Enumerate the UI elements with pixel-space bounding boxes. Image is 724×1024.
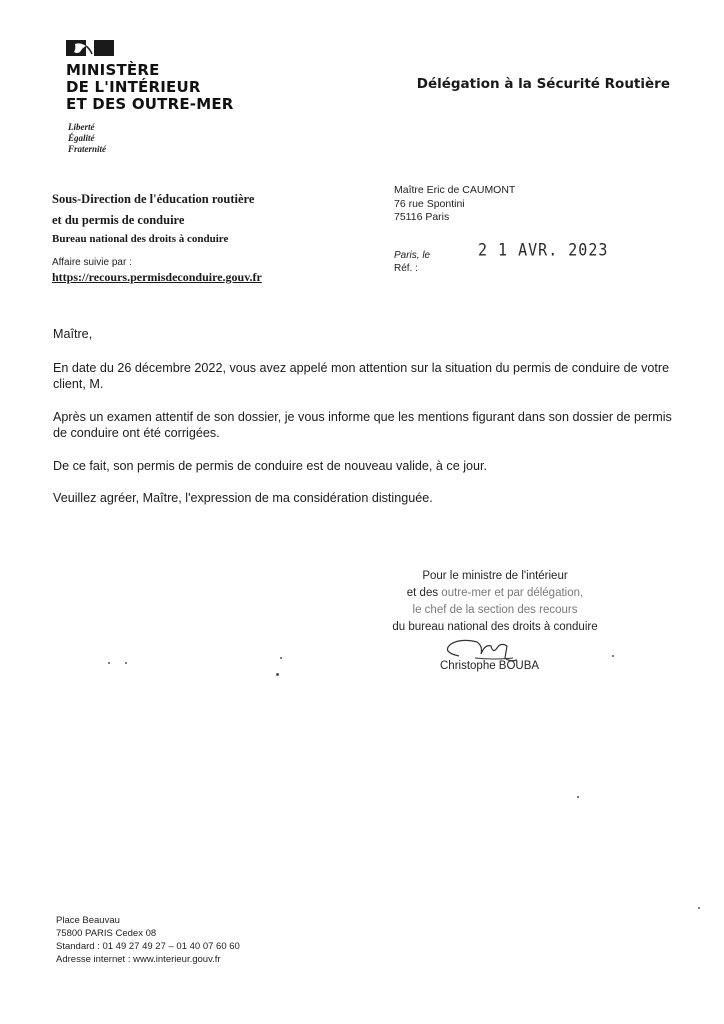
motto-egalite: Égalité: [68, 133, 95, 143]
signature-line-2-end: outre-mer et par délégation,: [441, 587, 584, 599]
footer-line-3: Standard : 01 49 27 49 27 – 01 40 07 60 60: [56, 941, 240, 952]
motto-fraternite: Fraternité: [68, 144, 107, 154]
footer-line-1: Place Beauvau: [56, 915, 120, 926]
scan-speck: [698, 907, 700, 909]
body-paragraph-4: Veuillez agréer, Maître, l'expression de ma considération distinguée.: [53, 491, 433, 505]
motto-liberte: Liberté: [68, 122, 95, 132]
scan-speck: [276, 673, 279, 676]
ministry-line-3: ET DES OUTRE-MER: [66, 95, 234, 113]
marianne-logo-icon: [66, 40, 114, 56]
recipient-name: Maître Eric de CAUMONT: [394, 184, 516, 196]
scan-speck: [125, 662, 127, 664]
scan-speck: [577, 796, 579, 798]
reference-label: Réf. :: [394, 263, 418, 274]
date-stamp: 2 1 AVR. 2023: [478, 240, 609, 260]
ministry-line-2: DE L'INTÉRIEUR: [66, 78, 201, 96]
recipient-address: [394, 184, 515, 225]
followed-by-label: Affaire suivie par :: [52, 257, 132, 268]
footer-line-4: Adresse internet : www.interieur.gouv.fr: [56, 954, 221, 965]
ministry-line-1: MINISTÈRE: [66, 61, 160, 79]
service-line-3: Bureau national des droits à conduire: [52, 233, 229, 245]
scan-speck: [280, 657, 282, 659]
followed-by-link[interactable]: https://recours.permisdeconduire.gouv.fr: [52, 270, 262, 284]
body-paragraph-2: Après un examen attentif de son dossier, je vous informe que les mentions figurant dans son dossier de permis de conduire ont été corrigées.: [53, 409, 672, 440]
footer-address: [56, 914, 240, 966]
signer-name: Christophe BOUBA: [440, 660, 540, 672]
republic-motto: [68, 122, 106, 155]
delegation-title: Délégation à la Sécurité Routière: [416, 76, 670, 92]
scan-speck: [612, 655, 614, 657]
body-paragraph-1: En date du 26 décembre 2022, vous avez appelé mon attention sur la situation du permis de conduire de votre client, M.: [53, 360, 670, 391]
letter-body: [53, 326, 683, 523]
place-date-label: Paris, le: [394, 250, 431, 261]
signature-line-1: Pour le ministre de l'intérieur: [422, 570, 568, 582]
recipient-street: 76 rue Spontini: [394, 197, 465, 210]
signature-block: [360, 568, 630, 636]
scan-speck: [108, 662, 110, 664]
signature-line-2: [360, 585, 630, 602]
service-line-2: et du permis de conduire: [52, 213, 185, 227]
signature-line-3: le chef de la section des recours: [412, 604, 578, 616]
signature-line-2-start: et des: [406, 587, 442, 599]
salutation: Maître,: [53, 327, 93, 341]
signature-line-4: du bureau national des droits à conduire: [392, 621, 598, 633]
recipient-city: 75116 Paris: [394, 211, 450, 223]
service-block: [52, 189, 254, 247]
service-line-1: Sous-Direction de l'éducation routière: [52, 192, 255, 206]
ministry-name: [66, 62, 234, 113]
body-paragraph-3: De ce fait, son permis de permis de conduire est de nouveau valide, à ce jour.: [53, 458, 488, 473]
footer-line-2: 75800 PARIS Cedex 08: [56, 928, 157, 939]
